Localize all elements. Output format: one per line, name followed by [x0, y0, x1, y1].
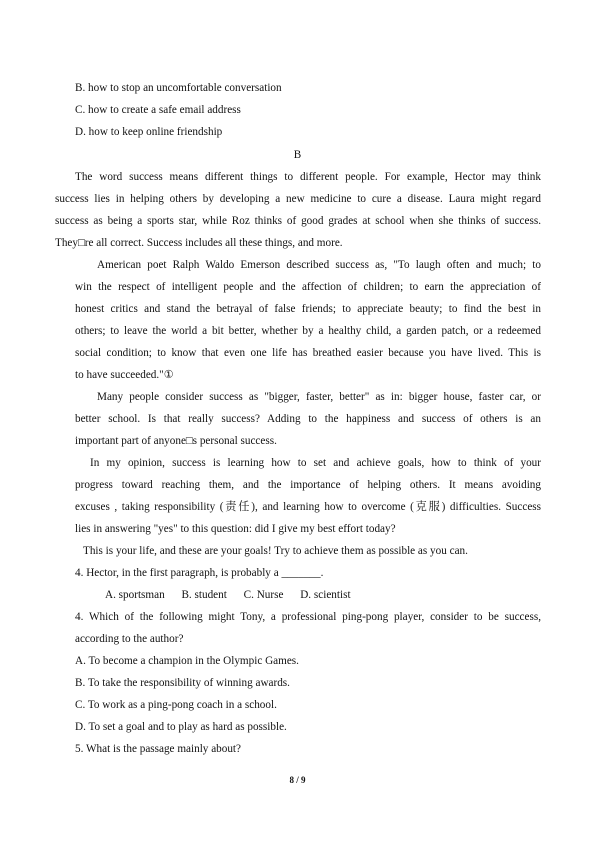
question-options	[105, 588, 365, 602]
passage-line: In my opinion, success is learning how to set and achieve goals, how to think of your	[90, 457, 541, 469]
option-d: D. To set a goal and to play as hard as possible.	[75, 721, 287, 733]
section-label: B	[293, 149, 302, 161]
passage-line: American poet Ralph Waldo Emerson described success as, "To laugh often and much; to	[97, 259, 541, 271]
option-a: A. sportsman	[105, 589, 165, 601]
question-stem: 5. What is the passage mainly about?	[75, 743, 242, 755]
option-a: A. To become a champion in the Olympic Games.	[75, 655, 299, 667]
passage-line: The word success means different things to different people. For example, Hector may think	[75, 171, 541, 183]
option-d: D. scientist	[300, 589, 351, 601]
option-c: C. To work as a ping-pong coach in a school.	[75, 699, 277, 711]
question-stem: 4. Which of the following might Tony, a professional ping-pong player, consider to be success,	[75, 611, 541, 623]
passage-line: success as being a sports star, while Roz thinks of good grades at school when she thinks of success.	[55, 215, 541, 227]
passage-line: others; to leave the world a bit better, whether by a healthy child, a garden patch, or a redeemed	[75, 325, 541, 337]
passage-line: social condition; to know that even one life has breathed easier because you have lived. This is	[75, 347, 541, 359]
question-stem: 4. Hector, in the first paragraph, is probably a _______.	[75, 567, 324, 579]
passage-line: excuses , taking responsibility (责任), and learning how to overcome (克服) difficulties. Success	[75, 501, 541, 513]
passage-line: Many people consider success as "bigger, faster, better" as in: bigger house, faster car, or	[97, 391, 541, 403]
passage-line: better school. Is that really success? Adding to the happiness and success of others is an	[75, 413, 541, 425]
option-c-prev: C. how to create a safe email address	[75, 104, 241, 116]
passage-line: to have succeeded."①	[75, 369, 174, 381]
page-number: 8 / 9	[289, 775, 306, 785]
option-b: B. student	[181, 589, 227, 601]
option-b-prev: B. how to stop an uncomfortable conversation	[75, 82, 282, 94]
passage-line: honest critics and stand the betrayal of false friends; to appreciate beauty; to find the best in	[75, 303, 541, 315]
passage-line: This is your life, and these are your goals! Try to achieve them as possible as you can.	[83, 545, 468, 557]
passage-line: lies in answering "yes" to this question: did I give my best effort today?	[75, 523, 396, 535]
passage-line: success lies in helping others by developing a new medicine to cure a disease. Laura might regard	[55, 193, 541, 205]
option-c: C. Nurse	[243, 589, 284, 601]
passage-line: important part of anyone□s personal success.	[75, 435, 277, 447]
option-d-prev: D. how to keep online friendship	[75, 126, 223, 138]
question-stem: according to the author?	[75, 633, 184, 645]
passage-line: They□re all correct. Success includes all these things, and more.	[55, 237, 343, 249]
passage-line: progress toward reaching them, and the importance of helping others. It means avoiding	[75, 479, 541, 491]
passage-line: win the respect of intelligent people and the affection of children; to earn the appreciation of	[75, 281, 541, 293]
option-b: B. To take the responsibility of winning awards.	[75, 677, 290, 689]
